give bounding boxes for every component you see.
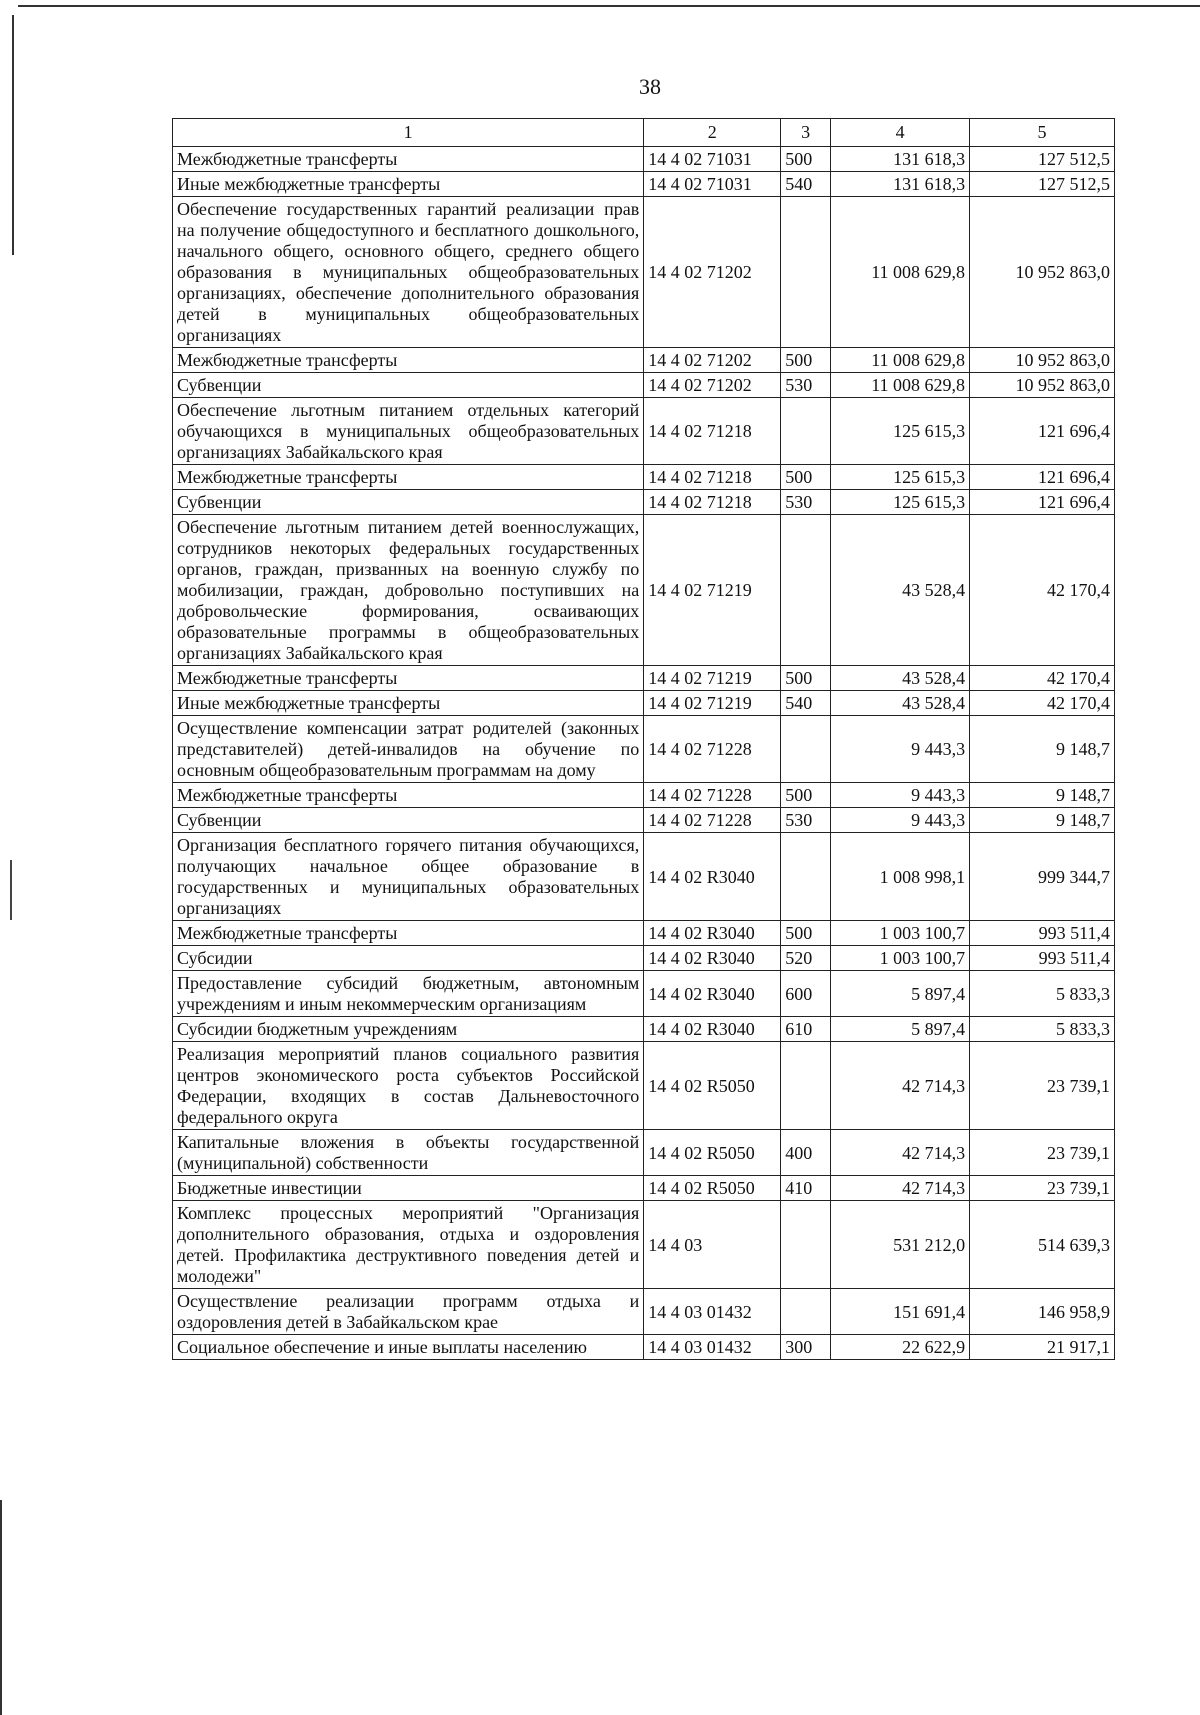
- row-name-cell: Осуществление реализации программ отдыха и оздоровления детей в Забайкальском крае: [173, 1289, 644, 1335]
- row-expense-type-cell: 530: [781, 490, 831, 515]
- row-name-cell: Межбюджетные трансферты: [173, 666, 644, 691]
- row-name-cell: Осуществление компенсации затрат родителей (законных представителей) детей-инвалидов на обучение по основным общеобразовательным программам на дому: [173, 716, 644, 783]
- row-code-cell: 14 4 02 R3040: [644, 971, 781, 1017]
- table-row: [173, 921, 1115, 946]
- row-amount-col5-cell: 9 148,7: [970, 716, 1115, 783]
- row-code-cell: 14 4 03 01432: [644, 1289, 781, 1335]
- page-number: 38: [639, 74, 661, 99]
- row-name-cell: Бюджетные инвестиции: [173, 1176, 644, 1201]
- row-amount-col4-cell: 125 615,3: [831, 465, 970, 490]
- row-name-cell: Межбюджетные трансферты: [173, 921, 644, 946]
- row-code-cell: 14 4 03: [644, 1201, 781, 1289]
- row-amount-col5-cell: 42 170,4: [970, 515, 1115, 666]
- row-expense-type-cell: 500: [781, 147, 831, 172]
- row-amount-col5-cell: 514 639,3: [970, 1201, 1115, 1289]
- scan-mark-left: [10, 860, 12, 920]
- row-expense-type-cell: 500: [781, 348, 831, 373]
- row-amount-col4-cell: 151 691,4: [831, 1289, 970, 1335]
- column-header-2: 2: [644, 119, 781, 147]
- table-row: [173, 1176, 1115, 1201]
- table-row: [173, 666, 1115, 691]
- row-amount-col4-cell: 43 528,4: [831, 691, 970, 716]
- column-header-5: 5: [970, 119, 1115, 147]
- row-expense-type-cell: 600: [781, 971, 831, 1017]
- row-expense-type-cell: [781, 197, 831, 348]
- row-name-cell: Капитальные вложения в объекты государственной (муниципальной) собственности: [173, 1130, 644, 1176]
- row-amount-col5-cell: 9 148,7: [970, 783, 1115, 808]
- row-amount-col5-cell: 9 148,7: [970, 808, 1115, 833]
- table-row: [173, 197, 1115, 348]
- row-name-cell: Иные межбюджетные трансферты: [173, 691, 644, 716]
- row-expense-type-cell: 500: [781, 921, 831, 946]
- row-name-cell: Субвенции: [173, 490, 644, 515]
- row-amount-col4-cell: 43 528,4: [831, 515, 970, 666]
- scan-edge-top: [18, 5, 1200, 7]
- row-amount-col4-cell: 131 618,3: [831, 147, 970, 172]
- column-header-4: 4: [831, 119, 970, 147]
- row-amount-col4-cell: 11 008 629,8: [831, 348, 970, 373]
- row-amount-col4-cell: 42 714,3: [831, 1042, 970, 1130]
- row-code-cell: 14 4 02 71031: [644, 172, 781, 197]
- table-row: [173, 1289, 1115, 1335]
- row-name-cell: Межбюджетные трансферты: [173, 147, 644, 172]
- table-row: [173, 1335, 1115, 1360]
- row-code-cell: 14 4 03 01432: [644, 1335, 781, 1360]
- row-name-cell: Реализация мероприятий планов социального развития центров экономического роста субъектов Российской Федерации, входящих в состав Дальневосточного федерального округа: [173, 1042, 644, 1130]
- row-expense-type-cell: [781, 1289, 831, 1335]
- row-code-cell: 14 4 02 R3040: [644, 833, 781, 921]
- row-amount-col4-cell: 1 003 100,7: [831, 946, 970, 971]
- row-expense-type-cell: [781, 1201, 831, 1289]
- row-expense-type-cell: [781, 716, 831, 783]
- row-expense-type-cell: 400: [781, 1130, 831, 1176]
- row-expense-type-cell: [781, 515, 831, 666]
- row-amount-col4-cell: 42 714,3: [831, 1130, 970, 1176]
- row-amount-col4-cell: 5 897,4: [831, 1017, 970, 1042]
- row-name-cell: Межбюджетные трансферты: [173, 348, 644, 373]
- row-code-cell: 14 4 02 71202: [644, 373, 781, 398]
- row-expense-type-cell: 500: [781, 465, 831, 490]
- row-name-cell: Обеспечение государственных гарантий реализации прав на получение общедоступного и бесплатного дошкольного, начального общего, основного общего, среднего общего образования в муниципальных общеобразовательных организациях, обеспечение дополнительного образования детей в муниципальных общеобразовательных организациях: [173, 197, 644, 348]
- row-code-cell: 14 4 02 71218: [644, 465, 781, 490]
- row-amount-col4-cell: 43 528,4: [831, 666, 970, 691]
- row-expense-type-cell: 540: [781, 172, 831, 197]
- row-amount-col5-cell: 21 917,1: [970, 1335, 1115, 1360]
- row-code-cell: 14 4 02 71202: [644, 348, 781, 373]
- row-amount-col4-cell: 531 212,0: [831, 1201, 970, 1289]
- row-amount-col4-cell: 1 008 998,1: [831, 833, 970, 921]
- row-name-cell: Предоставление субсидий бюджетным, автономным учреждениям и иным некоммерческим организациям: [173, 971, 644, 1017]
- table-row: [173, 971, 1115, 1017]
- row-expense-type-cell: 540: [781, 691, 831, 716]
- row-amount-col5-cell: 121 696,4: [970, 465, 1115, 490]
- row-name-cell: Субвенции: [173, 808, 644, 833]
- column-header-3: 3: [781, 119, 831, 147]
- row-name-cell: Иные межбюджетные трансферты: [173, 172, 644, 197]
- row-amount-col5-cell: 121 696,4: [970, 490, 1115, 515]
- table-row: [173, 808, 1115, 833]
- row-code-cell: 14 4 02 71218: [644, 398, 781, 465]
- table-row: [173, 373, 1115, 398]
- row-amount-col4-cell: 9 443,3: [831, 716, 970, 783]
- row-name-cell: Социальное обеспечение и иные выплаты населению: [173, 1335, 644, 1360]
- row-expense-type-cell: [781, 398, 831, 465]
- row-amount-col4-cell: 11 008 629,8: [831, 197, 970, 348]
- row-expense-type-cell: 500: [781, 783, 831, 808]
- row-code-cell: 14 4 02 R5050: [644, 1130, 781, 1176]
- row-amount-col5-cell: 146 958,9: [970, 1289, 1115, 1335]
- table-row: [173, 465, 1115, 490]
- row-expense-type-cell: 530: [781, 808, 831, 833]
- scan-edge-left: [12, 15, 14, 255]
- row-amount-col4-cell: 9 443,3: [831, 808, 970, 833]
- row-amount-col4-cell: 5 897,4: [831, 971, 970, 1017]
- table-row: [173, 1042, 1115, 1130]
- row-amount-col5-cell: 23 739,1: [970, 1176, 1115, 1201]
- row-amount-col4-cell: 125 615,3: [831, 490, 970, 515]
- table-row: [173, 783, 1115, 808]
- column-header-1: 1: [173, 119, 644, 147]
- table-row: [173, 348, 1115, 373]
- row-name-cell: Организация бесплатного горячего питания обучающихся, получающих начальное общее образование в государственных и муниципальных образовательных организациях: [173, 833, 644, 921]
- row-expense-type-cell: 300: [781, 1335, 831, 1360]
- table-row: [173, 1201, 1115, 1289]
- table-row: [173, 716, 1115, 783]
- row-code-cell: 14 4 02 R3040: [644, 946, 781, 971]
- row-code-cell: 14 4 02 71202: [644, 197, 781, 348]
- row-code-cell: 14 4 02 71228: [644, 808, 781, 833]
- row-amount-col4-cell: 131 618,3: [831, 172, 970, 197]
- table-row: [173, 515, 1115, 666]
- row-code-cell: 14 4 02 71219: [644, 666, 781, 691]
- row-name-cell: Субсидии: [173, 946, 644, 971]
- row-code-cell: 14 4 02 71219: [644, 691, 781, 716]
- table-row: [173, 833, 1115, 921]
- row-amount-col4-cell: 11 008 629,8: [831, 373, 970, 398]
- row-expense-type-cell: 520: [781, 946, 831, 971]
- row-amount-col5-cell: 5 833,3: [970, 971, 1115, 1017]
- row-amount-col5-cell: 121 696,4: [970, 398, 1115, 465]
- row-amount-col5-cell: 23 739,1: [970, 1042, 1115, 1130]
- row-amount-col4-cell: 125 615,3: [831, 398, 970, 465]
- row-code-cell: 14 4 02 71228: [644, 716, 781, 783]
- table-row: [173, 490, 1115, 515]
- row-amount-col4-cell: 42 714,3: [831, 1176, 970, 1201]
- row-amount-col5-cell: 993 511,4: [970, 946, 1115, 971]
- row-name-cell: Обеспечение льготным питанием отдельных категорий обучающихся в муниципальных общеобразовательных организациях Забайкальского края: [173, 398, 644, 465]
- row-expense-type-cell: 610: [781, 1017, 831, 1042]
- row-amount-col5-cell: 10 952 863,0: [970, 348, 1115, 373]
- row-code-cell: 14 4 02 71219: [644, 515, 781, 666]
- table-row: [173, 691, 1115, 716]
- row-amount-col5-cell: 10 952 863,0: [970, 197, 1115, 348]
- row-expense-type-cell: 410: [781, 1176, 831, 1201]
- table-row: [173, 1017, 1115, 1042]
- budget-table: [172, 118, 1115, 1360]
- row-amount-col5-cell: 127 512,5: [970, 147, 1115, 172]
- row-amount-col5-cell: 993 511,4: [970, 921, 1115, 946]
- table-row: [173, 398, 1115, 465]
- row-expense-type-cell: [781, 833, 831, 921]
- row-amount-col5-cell: 999 344,7: [970, 833, 1115, 921]
- row-code-cell: 14 4 02 71031: [644, 147, 781, 172]
- table-row: [173, 1130, 1115, 1176]
- table-row: [173, 147, 1115, 172]
- row-expense-type-cell: 530: [781, 373, 831, 398]
- row-amount-col4-cell: 9 443,3: [831, 783, 970, 808]
- row-amount-col5-cell: 10 952 863,0: [970, 373, 1115, 398]
- row-name-cell: Межбюджетные трансферты: [173, 465, 644, 490]
- row-amount-col5-cell: 42 170,4: [970, 691, 1115, 716]
- row-expense-type-cell: [781, 1042, 831, 1130]
- budget-table-body: [173, 119, 1115, 1360]
- row-amount-col4-cell: 1 003 100,7: [831, 921, 970, 946]
- row-name-cell: Обеспечение льготным питанием детей военнослужащих, сотрудников некоторых федеральных государственных органов, граждан, призванных на военную службу по мобилизации, граждан, добровольно поступивших на добровольческие формирования, осваивающих образовательные программы в общеобразовательных организациях Забайкальского края: [173, 515, 644, 666]
- row-name-cell: Субсидии бюджетным учреждениям: [173, 1017, 644, 1042]
- row-code-cell: 14 4 02 R3040: [644, 921, 781, 946]
- row-code-cell: 14 4 02 71228: [644, 783, 781, 808]
- row-name-cell: Межбюджетные трансферты: [173, 783, 644, 808]
- table-row: [173, 172, 1115, 197]
- table-row: [173, 946, 1115, 971]
- row-code-cell: 14 4 02 R5050: [644, 1176, 781, 1201]
- row-amount-col5-cell: 5 833,3: [970, 1017, 1115, 1042]
- row-amount-col4-cell: 22 622,9: [831, 1335, 970, 1360]
- row-code-cell: 14 4 02 R3040: [644, 1017, 781, 1042]
- row-name-cell: Комплекс процессных мероприятий "Организация дополнительного образования, отдыха и оздоровления детей. Профилактика деструктивного поведения детей и молодежи": [173, 1201, 644, 1289]
- row-amount-col5-cell: 23 739,1: [970, 1130, 1115, 1176]
- row-amount-col5-cell: 127 512,5: [970, 172, 1115, 197]
- row-name-cell: Субвенции: [173, 373, 644, 398]
- scan-edge-bottom-left: [0, 1500, 2, 1715]
- row-expense-type-cell: 500: [781, 666, 831, 691]
- row-code-cell: 14 4 02 R5050: [644, 1042, 781, 1130]
- row-code-cell: 14 4 02 71218: [644, 490, 781, 515]
- table-header-row: [173, 119, 1115, 147]
- row-amount-col5-cell: 42 170,4: [970, 666, 1115, 691]
